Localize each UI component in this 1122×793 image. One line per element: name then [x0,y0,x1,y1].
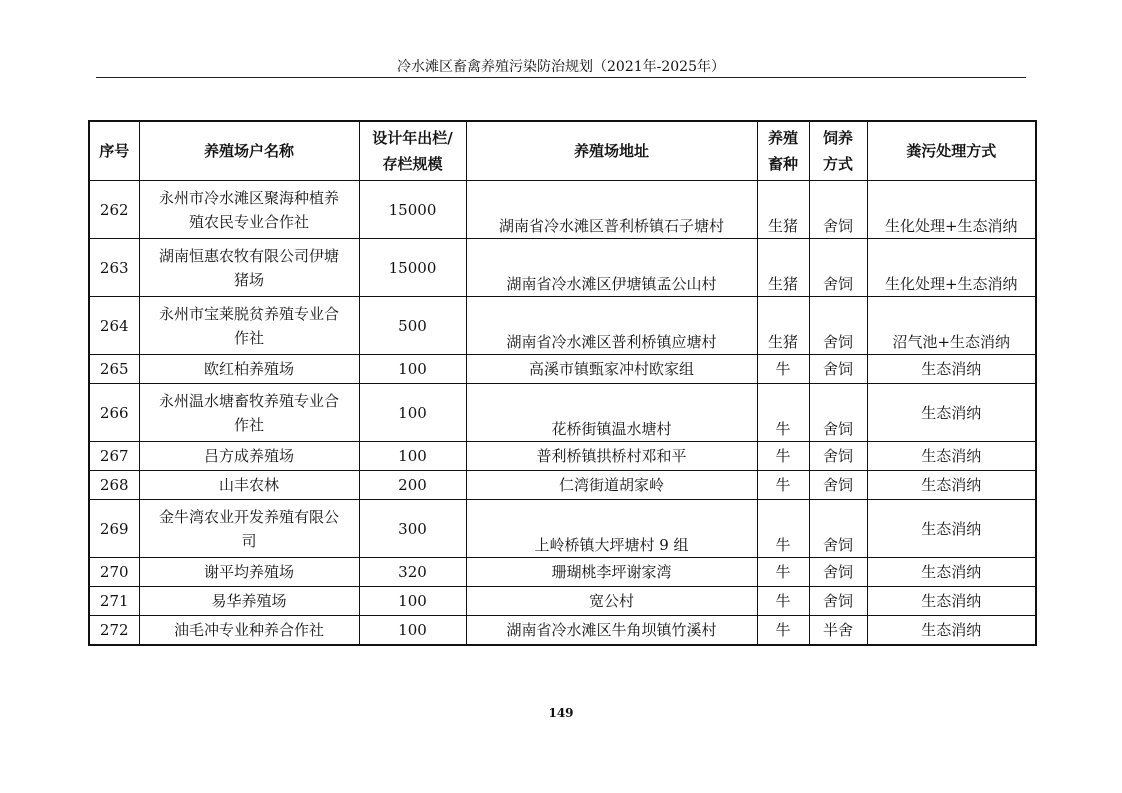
cell-index: 264 [89,297,139,355]
table-row [89,500,1036,558]
cell-name: 欧红柏养殖场 [139,355,359,384]
cell-name [139,500,359,558]
cell-feeding: 舍饲 [809,181,867,239]
cell-index: 262 [89,181,139,239]
farm-table [88,120,1037,646]
cell-address: 珊瑚桃李坪谢家湾 [466,558,757,587]
col-header-feeding-line2: 方式 [822,155,853,173]
cell-name [139,239,359,297]
table-row [89,471,1036,500]
cell-name-line2: 作社 [233,328,264,347]
cell-name: 谢平均养殖场 [139,558,359,587]
cell-species: 牛 [757,355,809,384]
cell-name [139,181,359,239]
table-row [89,384,1036,442]
cell-feeding: 舍饲 [809,587,867,616]
cell-address: 湖南省冷水滩区普利桥镇应塘村 [466,297,757,355]
cell-feeding: 舍饲 [809,355,867,384]
cell-feeding: 舍饲 [809,558,867,587]
cell-species: 牛 [757,471,809,500]
header-divider [96,77,1026,78]
cell-name: 吕方成养殖场 [139,442,359,471]
cell-treatment: 沼气池+生态消纳 [867,297,1036,355]
cell-species: 牛 [757,558,809,587]
cell-name: 山丰农林 [139,471,359,500]
cell-species: 生猪 [757,297,809,355]
col-header-species-line1: 养殖 [767,129,798,147]
cell-index: 263 [89,239,139,297]
col-header-index: 序号 [89,121,139,181]
cell-treatment: 生态消纳 [867,471,1036,500]
cell-species: 牛 [757,587,809,616]
table-row [89,587,1036,616]
cell-address: 湖南省冷水滩区普利桥镇石子塘村 [466,181,757,239]
cell-index: 272 [89,616,139,646]
page-number: 149 [548,706,574,720]
cell-scale: 15000 [359,181,466,239]
cell-address: 仁湾街道胡家岭 [466,471,757,500]
cell-treatment: 生化处理+生态消纳 [867,181,1036,239]
cell-treatment: 生态消纳 [867,500,1036,558]
cell-address: 普利桥镇拱桥村邓和平 [466,442,757,471]
cell-address: 宽公村 [466,587,757,616]
table-row [89,181,1036,239]
col-header-feeding-line1: 饲养 [822,129,853,147]
col-header-address: 养殖场地址 [466,121,757,181]
col-header-species [757,121,809,181]
cell-feeding: 舍饲 [809,239,867,297]
cell-feeding: 半舍 [809,616,867,646]
cell-species: 生猪 [757,239,809,297]
cell-address: 花桥街镇温水塘村 [466,384,757,442]
cell-index: 265 [89,355,139,384]
col-header-name: 养殖场户名称 [139,121,359,181]
cell-address: 湖南省冷水滩区牛角坝镇竹溪村 [466,616,757,646]
cell-name [139,384,359,442]
cell-feeding: 舍饲 [809,471,867,500]
cell-index: 269 [89,500,139,558]
cell-scale: 100 [359,355,466,384]
table-row [89,616,1036,646]
cell-address: 高溪市镇甄家冲村欧家组 [466,355,757,384]
table-row [89,355,1036,384]
cell-name [139,297,359,355]
cell-feeding: 舍饲 [809,500,867,558]
cell-species: 生猪 [757,181,809,239]
cell-index: 270 [89,558,139,587]
cell-species: 牛 [757,500,809,558]
cell-species: 牛 [757,384,809,442]
cell-index: 268 [89,471,139,500]
cell-treatment: 生态消纳 [867,384,1036,442]
col-header-scale-line2: 存栏规模 [382,155,443,173]
col-header-scale-line1: 设计年出栏/ [372,129,453,147]
cell-feeding: 舍饲 [809,297,867,355]
table-row [89,558,1036,587]
cell-treatment: 生态消纳 [867,587,1036,616]
cell-treatment: 生态消纳 [867,355,1036,384]
cell-index: 271 [89,587,139,616]
cell-species: 牛 [757,616,809,646]
cell-name-line1: 永州市冷水滩区聚海种植养 [158,188,339,207]
col-header-feeding [809,121,867,181]
cell-name-line1: 永州温水塘畜牧养殖专业合 [158,391,339,410]
cell-treatment: 生态消纳 [867,558,1036,587]
cell-feeding: 舍饲 [809,442,867,471]
table-row [89,239,1036,297]
cell-scale: 100 [359,587,466,616]
cell-scale: 15000 [359,239,466,297]
cell-name-line2: 殖农民专业合作社 [188,212,309,231]
cell-index: 266 [89,384,139,442]
cell-treatment: 生态消纳 [867,442,1036,471]
cell-address: 上岭桥镇大坪塘村 9 组 [466,500,757,558]
cell-scale: 200 [359,471,466,500]
cell-species: 牛 [757,442,809,471]
cell-name-line2: 司 [241,531,257,550]
cell-name-line1: 湖南恒惠农牧有限公司伊塘 [158,246,339,265]
table-row [89,442,1036,471]
col-header-treatment: 粪污处理方式 [867,121,1036,181]
cell-scale: 320 [359,558,466,587]
cell-treatment: 生化处理+生态消纳 [867,239,1036,297]
cell-scale: 100 [359,442,466,471]
cell-name: 易华养殖场 [139,587,359,616]
cell-scale: 300 [359,500,466,558]
cell-scale: 100 [359,616,466,646]
cell-name: 油毛冲专业种养合作社 [139,616,359,646]
cell-name-line1: 金牛湾农业开发养殖有限公 [158,507,339,526]
cell-address: 湖南省冷水滩区伊塘镇孟公山村 [466,239,757,297]
cell-scale: 500 [359,297,466,355]
cell-name-line2: 作社 [233,415,264,434]
col-header-scale [359,121,466,181]
cell-treatment: 生态消纳 [867,616,1036,646]
table-row [89,297,1036,355]
col-header-species-line2: 畜种 [767,155,798,173]
cell-index: 267 [89,442,139,471]
cell-feeding: 舍饲 [809,384,867,442]
page-header-title: 冷水滩区畜禽养殖污染防治规划（2021年-2025年） [397,59,725,75]
cell-name-line2: 猪场 [233,270,264,289]
cell-name-line1: 永州市宝莱脱贫养殖专业合 [158,304,339,323]
table-header-row [89,121,1036,181]
cell-scale: 100 [359,384,466,442]
